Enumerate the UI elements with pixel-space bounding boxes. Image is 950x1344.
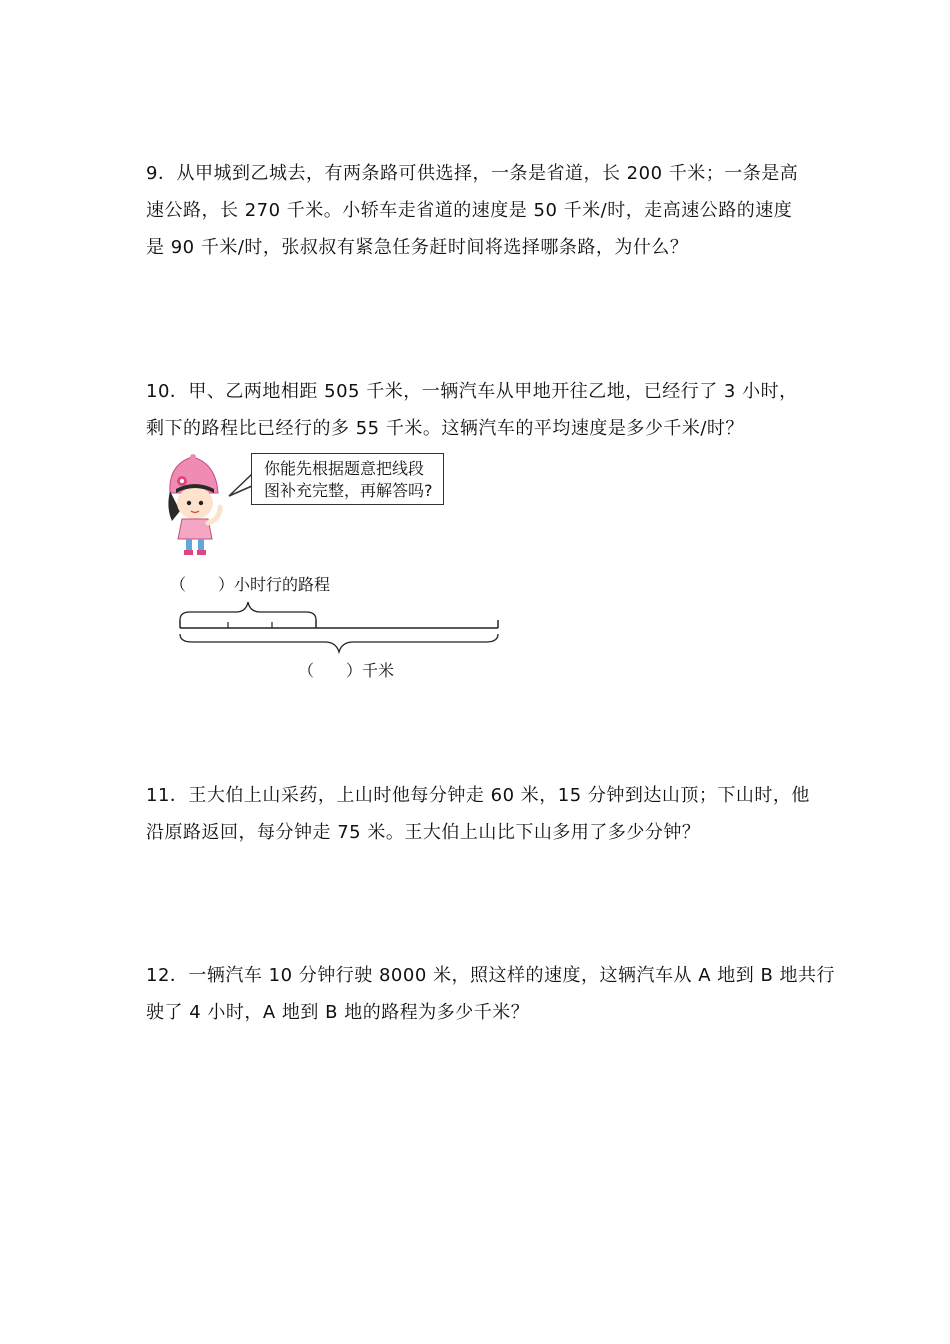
bubble-line-2: 图补充完整，再解答吗? <box>264 481 433 500</box>
cartoon-girl-icon <box>160 453 240 558</box>
line-segment-diagram <box>170 596 505 656</box>
q11-line-1: 11．王大伯上山采药，上山时他每分钟走 60 米，15 分钟到达山顶；下山时，他 <box>146 785 810 806</box>
q9-line-3: 是 90 千米/时，张叔叔有紧急任务赶时间将选择哪条路，为什么？ <box>146 237 689 258</box>
bottom-brace <box>180 634 498 652</box>
q10-line-1: 10．甲、乙两地相距 505 千米，一辆汽车从甲地开往乙地，已经行了 3 小时， <box>146 381 798 402</box>
q11-line-2: 沿原路返回，每分钟走 75 米。王大伯上山比下山多用了多少分钟？ <box>146 822 701 843</box>
bubble-line-1: 你能先根据题意把线段 <box>264 459 425 478</box>
bottom-brace-label: （ ）千米 <box>298 661 395 680</box>
top-brace-label: （ ）小时行的路程 <box>170 575 331 594</box>
q12-line-2: 驶了 4 小时，A 地到 B 地的路程为多少千米？ <box>146 1002 530 1023</box>
q9-line-2: 速公路，长 270 千米。小轿车走省道的速度是 50 千米/时，走高速公路的速度 <box>146 200 793 221</box>
q10-line-2: 剩下的路程比已经行的多 55 千米。这辆汽车的平均速度是多少千米/时？ <box>146 418 744 439</box>
top-brace <box>180 602 316 620</box>
speech-bubble <box>251 453 444 505</box>
q12-line-1: 12．一辆汽车 10 分钟行驶 8000 米，照这样的速度，这辆汽车从 A 地到 B 地共行 <box>146 965 836 986</box>
q9-line-1: 9．从甲城到乙城去，有两条路可供选择，一条是省道，长 200 千米；一条是高 <box>146 163 799 184</box>
